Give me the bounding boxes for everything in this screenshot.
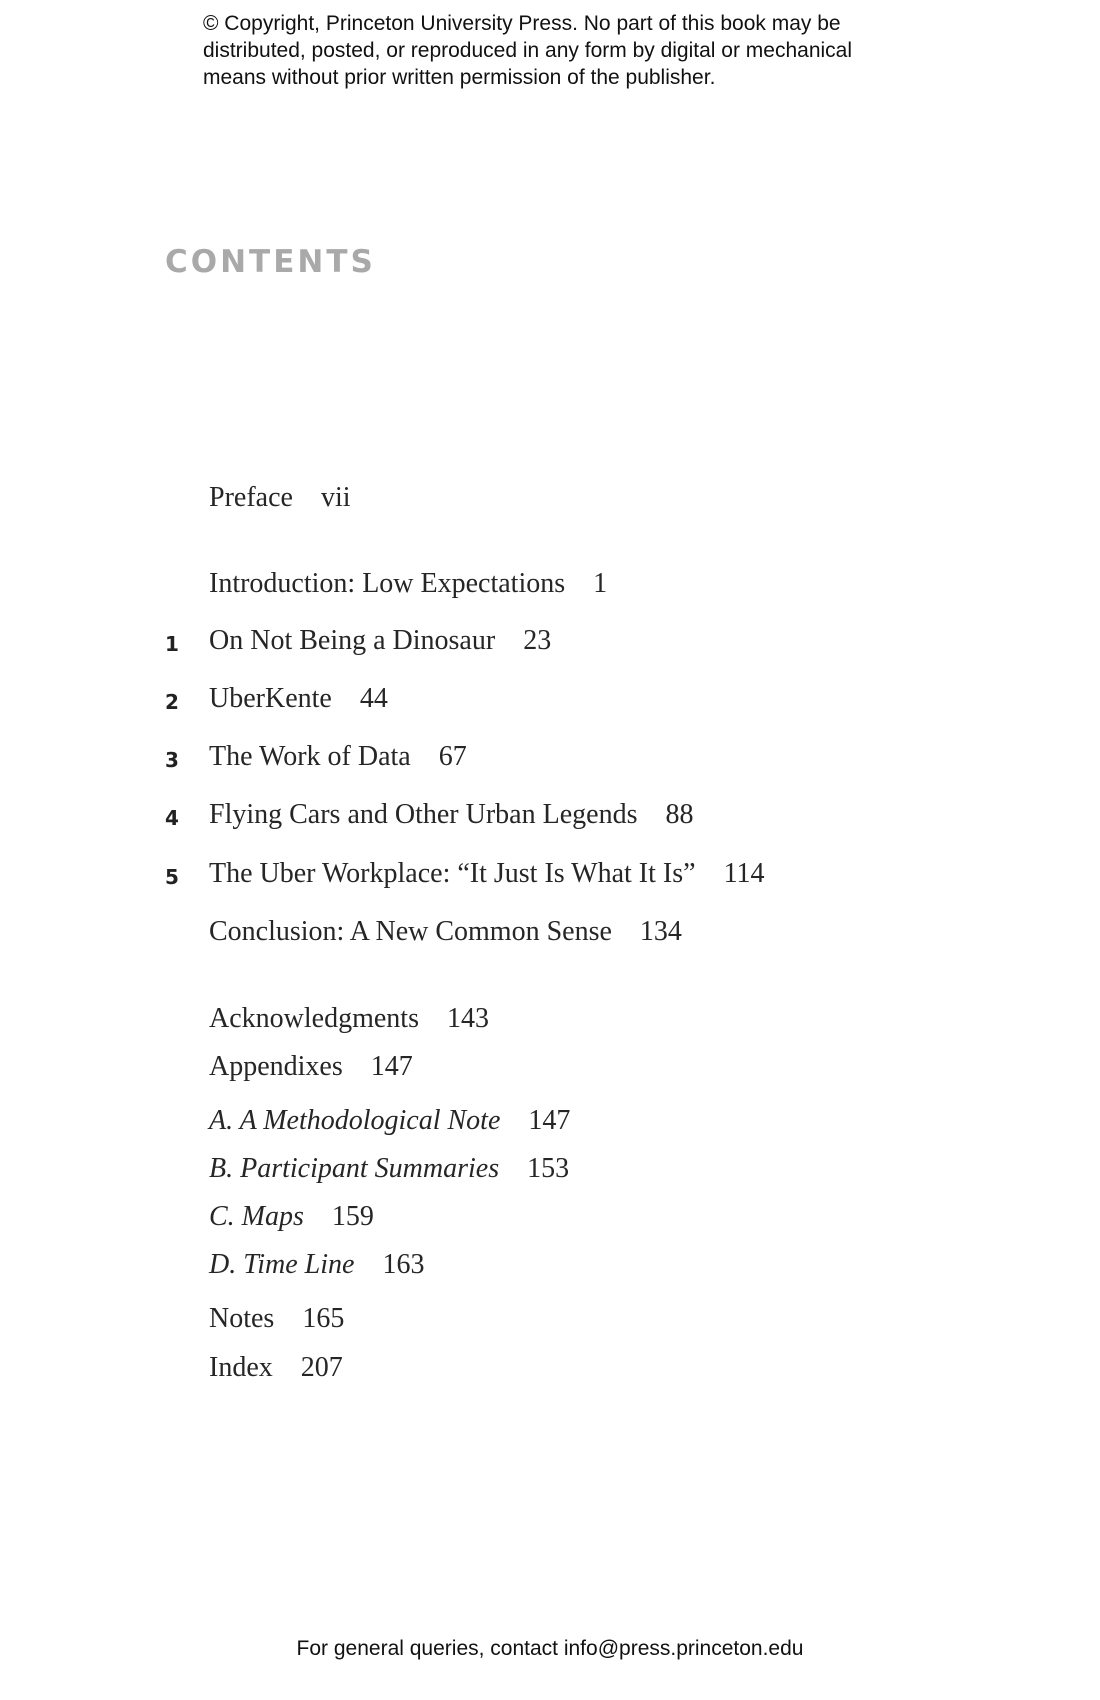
toc-entry-chapter-3[interactable]: [209, 740, 467, 774]
toc-entry-title: UberKente: [209, 683, 332, 714]
toc-entry-title: A. A Methodological Note: [209, 1105, 501, 1136]
chapter-number: 3: [165, 748, 179, 772]
toc-entry-page: 147: [528, 1105, 571, 1136]
toc-entry-page: 165: [302, 1303, 345, 1334]
toc-entry-chapter-4[interactable]: [209, 798, 693, 832]
toc-entry-title: On Not Being a Dinosaur: [209, 625, 496, 656]
toc-entry-title: C. Maps: [209, 1201, 304, 1232]
toc-entry-acknowledgments[interactable]: [209, 1002, 489, 1036]
toc-entry-title: B. Participant Summaries: [209, 1153, 500, 1184]
toc-entry-index[interactable]: [209, 1351, 343, 1385]
toc-entry-title: D. Time Line: [209, 1249, 355, 1280]
toc-entry-appendixes[interactable]: [209, 1050, 413, 1084]
chapter-number: 2: [165, 690, 179, 714]
toc-entry-preface[interactable]: [209, 481, 351, 515]
copyright-line: distributed, posted, or reproduced in any form by digital or mechanical: [203, 39, 853, 62]
toc-entry-notes[interactable]: [209, 1302, 344, 1336]
toc-entry-title: The Uber Workplace: “It Just Is What It Is”: [209, 858, 696, 889]
toc-entry-page: 1: [593, 568, 608, 599]
toc-entry-introduction[interactable]: [209, 567, 607, 601]
toc-entry-page: 147: [370, 1051, 413, 1082]
toc-entry-title: The Work of Data: [209, 741, 411, 772]
toc-entry-page: 134: [639, 916, 682, 947]
copyright-line: © Copyright, Princeton University Press. No part of this book may be: [203, 12, 841, 35]
toc-entry-page: 153: [527, 1153, 570, 1184]
toc-entry-title: Conclusion: A New Common Sense: [209, 916, 612, 947]
toc-entry-page: 23: [523, 625, 552, 656]
copyright-line: means without prior written permission of the publisher.: [203, 66, 716, 89]
toc-entry-appendix-c[interactable]: [209, 1200, 374, 1234]
toc-entry-page: 44: [359, 683, 388, 714]
toc-entry-title: Appendixes: [209, 1051, 343, 1082]
toc-entry-page: 207: [300, 1352, 343, 1383]
copyright-notice: [203, 10, 923, 91]
toc-entry-page: 67: [438, 741, 467, 772]
toc-entry-title: Introduction: Low Expectations: [209, 568, 566, 599]
toc-entry-title: Index: [209, 1352, 273, 1383]
toc-entry-page: 88: [665, 799, 694, 830]
toc-entry-appendix-a[interactable]: [209, 1104, 570, 1138]
toc-entry-chapter-2[interactable]: [209, 682, 388, 716]
chapter-number: 1: [165, 632, 179, 656]
page-title: CONTENTS: [165, 244, 376, 280]
toc-entry-chapter-1[interactable]: [209, 624, 551, 658]
toc-entry-conclusion[interactable]: [209, 915, 682, 949]
toc-entry-title: Flying Cars and Other Urban Legends: [209, 799, 638, 830]
toc-entry-page: 143: [446, 1003, 489, 1034]
toc-entry-page: 159: [331, 1201, 374, 1232]
toc-entry-title: Preface: [209, 482, 293, 513]
toc-entry-page: vii: [320, 482, 351, 513]
chapter-number: 4: [165, 806, 179, 830]
toc-entry-title: Notes: [209, 1303, 275, 1334]
toc-entry-title: Acknowledgments: [209, 1003, 419, 1034]
footer-contact: For general queries, contact info@press.princeton.edu: [296, 1637, 804, 1660]
toc-entry-appendix-d[interactable]: [209, 1248, 424, 1282]
toc-entry-chapter-5[interactable]: [209, 857, 765, 891]
chapter-number: 5: [165, 865, 179, 889]
toc-entry-appendix-b[interactable]: [209, 1152, 569, 1186]
toc-entry-page: 163: [382, 1249, 425, 1280]
toc-entry-page: 114: [723, 858, 765, 889]
